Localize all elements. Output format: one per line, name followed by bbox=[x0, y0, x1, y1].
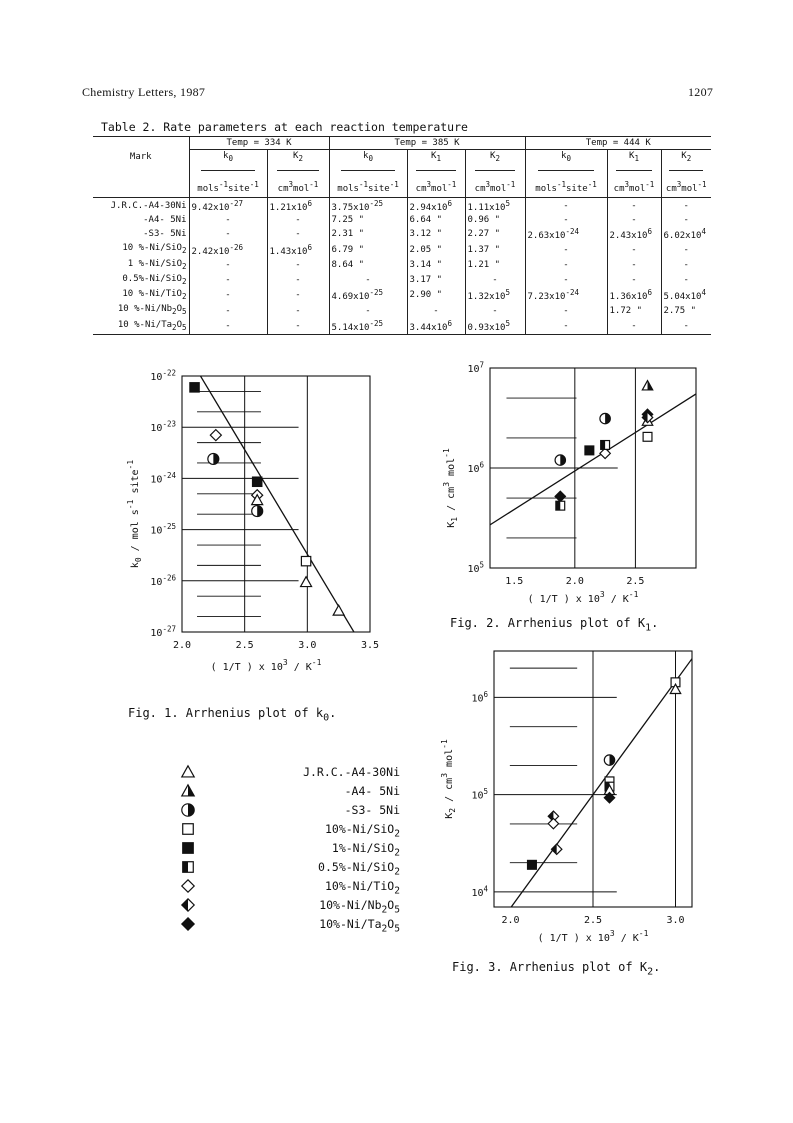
unit-K: $cm^3mol^{-1}$ bbox=[267, 177, 329, 198]
marker-open-square bbox=[643, 432, 652, 441]
table-cell: $9.42x10^{-27}$ bbox=[189, 197, 267, 214]
x-tick-label: 1.5 bbox=[505, 576, 524, 587]
row-mark: 10 $\%-Ni/Nb_2O_5$ bbox=[117, 304, 187, 317]
unit-K: $cm^3mol^{-1}$ bbox=[407, 177, 465, 198]
row-mark: 1 %-Ni/SiO$_2$ bbox=[127, 258, 187, 271]
table-cell: $1.11x10^5$ bbox=[465, 197, 525, 214]
col-K1: $K_1$ bbox=[407, 150, 465, 165]
rate-parameters-table bbox=[93, 120, 711, 335]
mark-header: Mark bbox=[129, 152, 152, 163]
x-tick-labels bbox=[505, 576, 644, 587]
marker-half-filled-circle bbox=[182, 804, 194, 816]
x-tick-label: 2.0 bbox=[501, 915, 520, 926]
table-cell: - bbox=[661, 258, 711, 273]
table-cell: - bbox=[329, 273, 407, 288]
legend-label: -S3- 5Ni bbox=[344, 803, 400, 817]
half-filled-diamond-icon bbox=[180, 897, 196, 913]
table-corner bbox=[93, 137, 189, 150]
table-cell: - bbox=[661, 214, 711, 226]
x-tick-label: 2.0 bbox=[565, 576, 584, 587]
filled-square-icon bbox=[180, 840, 196, 856]
table-cell: - bbox=[465, 303, 525, 318]
x-axis-label: ( 1/T ) x $10^3 / K^{-1}$ bbox=[210, 658, 322, 673]
table-cell: - bbox=[607, 273, 661, 288]
open-square-icon bbox=[180, 821, 196, 837]
marker-half-filled-circle bbox=[600, 413, 610, 423]
table-cell: - bbox=[267, 273, 329, 288]
row-mark: -A4- 5Ni bbox=[143, 214, 187, 225]
table-cell: $1.36x10^6$ bbox=[607, 287, 661, 303]
row-mark: 10 $\%-Ni/Ta_2O_5$ bbox=[93, 318, 189, 335]
fig3-arrhenius-K2 bbox=[420, 645, 710, 955]
y-axis-label: $K_2 / cm^3$ mol$^{-1}$ bbox=[440, 739, 457, 819]
marker-filled-square bbox=[585, 446, 594, 455]
table-cell: 3.14 " bbox=[407, 258, 465, 273]
unit-K: $cm^3mol^{-1}$ bbox=[607, 177, 661, 198]
legend-item bbox=[180, 821, 400, 841]
table-cell: $2.63x10^{-24}$ bbox=[525, 226, 607, 242]
table-cell: $2.43x10^6$ bbox=[607, 226, 661, 242]
x-tick-label: 2.5 bbox=[235, 640, 254, 651]
table-cell: $3.75x10^{-25}$ bbox=[329, 197, 407, 214]
col-K2: $K_2$ bbox=[267, 150, 329, 165]
table-cell: 7.25 " bbox=[329, 214, 407, 226]
temp-header-334: Temp = 334 K bbox=[189, 137, 329, 150]
table-grid bbox=[93, 136, 711, 335]
table-cell: 2.31 " bbox=[329, 226, 407, 242]
table-cell: $6.02x10^4$ bbox=[661, 226, 711, 242]
legend-label: -A4- 5Ni bbox=[344, 784, 400, 798]
table-cell: - bbox=[267, 226, 329, 242]
marker-open-triangle bbox=[333, 605, 344, 615]
x-tick-label: 3.0 bbox=[298, 640, 317, 651]
marker-half-filled-square bbox=[556, 501, 565, 510]
table-caption: Table 2. Rate parameters at each reaction temperature bbox=[101, 120, 468, 134]
y-tick-labels bbox=[150, 369, 176, 640]
table-cell: 1.72 " bbox=[607, 303, 661, 318]
table-cell: - bbox=[189, 226, 267, 242]
table-cell: 6.79 " bbox=[329, 242, 407, 258]
table-cell: - bbox=[661, 318, 711, 335]
half-filled-circle-icon bbox=[180, 802, 196, 818]
open-diamond-icon bbox=[180, 878, 196, 894]
y-tick-labels bbox=[471, 690, 488, 899]
table-cell: $3.44x10^6$ bbox=[407, 318, 465, 335]
marker-half-filled-circle bbox=[208, 453, 219, 464]
legend-label: 1%-Ni/SiO$_2$ bbox=[331, 841, 400, 859]
x-axis-label: ( 1/T ) x $10^3 / K^{-1}$ bbox=[537, 929, 649, 944]
table-cell: - bbox=[607, 214, 661, 226]
table-cell: 2.27 " bbox=[465, 226, 525, 242]
x-tick-labels bbox=[173, 640, 379, 651]
col-k0: $k_0$ bbox=[329, 150, 407, 165]
table-cell: 0.96 " bbox=[465, 214, 525, 226]
x-tick-label: 3.5 bbox=[360, 640, 380, 651]
legend-label: $10\%-Ni/Nb_2O_5$ bbox=[319, 898, 400, 916]
y-grid bbox=[494, 668, 617, 892]
legend-item bbox=[180, 897, 400, 917]
col-K2: $K_2$ bbox=[661, 150, 711, 165]
unit-K: $cm^3mol^{-1}$ bbox=[465, 177, 525, 198]
marker-open-triangle bbox=[182, 766, 194, 777]
table-cell: - bbox=[607, 242, 661, 258]
half-filled-triangle-icon bbox=[180, 783, 196, 799]
table-cell: - bbox=[525, 242, 607, 258]
marker-filled-square bbox=[528, 860, 537, 869]
marker-half-filled-triangle bbox=[182, 785, 194, 796]
table-cell: $1.21x10^6$ bbox=[267, 197, 329, 214]
legend-item bbox=[180, 878, 400, 898]
table-cell: $7.23x10^{-24}$ bbox=[525, 287, 607, 303]
col-k0: $k_0$ bbox=[525, 150, 607, 165]
row-mark: -S3- 5Ni bbox=[143, 228, 187, 239]
marker-half-filled-square bbox=[183, 862, 194, 873]
marker-filled-square bbox=[183, 843, 194, 854]
marker-open-diamond bbox=[182, 880, 194, 892]
y-tick-label: $10^{-26}$ bbox=[150, 573, 176, 588]
table-cell: $1.43x10^6$ bbox=[267, 242, 329, 258]
x-tick-label: 2.0 bbox=[172, 640, 192, 651]
x-tick-label: 2.5 bbox=[626, 576, 645, 587]
table-cell: - bbox=[525, 214, 607, 226]
marker-open-square bbox=[183, 824, 194, 835]
fig1-caption: Fig. 1. Arrhenius plot of $k_0$. bbox=[128, 706, 337, 724]
marker-legend bbox=[180, 764, 400, 944]
x-tick-label: 3.0 bbox=[666, 915, 685, 926]
unit-k0: mols$^{-1}$site$^{-1}$ bbox=[189, 177, 267, 198]
row-mark: 0.5%-Ni/SiO$_2$ bbox=[122, 273, 187, 286]
marker-filled-diamond bbox=[182, 918, 194, 930]
table-cell: - bbox=[525, 197, 607, 214]
marker-open-diamond bbox=[548, 818, 558, 828]
unit-K: $cm^3mol^{-1}$ bbox=[661, 177, 711, 198]
table-cell: $5.04x10^4$ bbox=[661, 287, 711, 303]
x-axis-label: ( 1/T ) x $10^3 / K^{-1}$ bbox=[527, 590, 639, 605]
row-mark: 10 %-Ni/SiO$_2$ bbox=[122, 243, 187, 256]
y-axis-label: $K_1 / cm^3$ mol$^{-1}$ bbox=[442, 448, 459, 528]
journal-header: Chemistry Letters, 1987 bbox=[82, 85, 206, 99]
table-cell: - bbox=[607, 318, 661, 335]
y-grid bbox=[182, 376, 299, 632]
table-cell: - bbox=[189, 258, 267, 273]
table-cell: - bbox=[525, 273, 607, 288]
y-tick-label: $10^{-23}$ bbox=[150, 419, 176, 435]
x-tick-label: 2.5 bbox=[583, 915, 603, 926]
table-cell: - bbox=[189, 318, 267, 335]
marker-half-filled-diamond bbox=[182, 899, 194, 911]
marker-filled-square bbox=[253, 477, 262, 486]
table-cell: - bbox=[661, 273, 711, 288]
table-cell: $2.94x10^6$ bbox=[407, 197, 465, 214]
open-triangle-icon bbox=[180, 764, 196, 780]
y-tick-labels bbox=[467, 361, 484, 576]
legend-item bbox=[180, 916, 400, 936]
legend-item bbox=[180, 764, 400, 784]
y-tick-label: $10^{-24}$ bbox=[150, 470, 176, 486]
table-cell: - bbox=[267, 214, 329, 226]
table-cell: - bbox=[661, 242, 711, 258]
half-filled-square-icon bbox=[180, 859, 196, 875]
legend-item bbox=[180, 802, 400, 822]
table-cell: $1.32x10^5$ bbox=[465, 287, 525, 303]
fig2-caption: Fig. 2. Arrhenius plot of $K_1$. bbox=[450, 616, 659, 634]
data-points bbox=[555, 381, 653, 511]
table-cell: - bbox=[525, 258, 607, 273]
y-tick-label: $10^4$ bbox=[471, 884, 488, 899]
table-cell: - bbox=[607, 197, 661, 214]
data-points bbox=[190, 383, 344, 615]
fig3-caption: Fig. 3. Arrhenius plot of $K_2$. bbox=[452, 960, 661, 978]
legend-label: $10\%-Ni/Ta_2O_5$ bbox=[319, 917, 400, 935]
legend-item bbox=[180, 859, 400, 879]
table-cell: - bbox=[267, 287, 329, 303]
table-cell: 2.05 " bbox=[407, 242, 465, 258]
temp-header-385: Temp = 385 K bbox=[329, 137, 525, 150]
table-cell: - bbox=[607, 258, 661, 273]
table-cell: $2.42x10^{-26}$ bbox=[189, 242, 267, 258]
marker-filled-square bbox=[190, 383, 199, 392]
table-cell: 1.21 " bbox=[465, 258, 525, 273]
table-cell: - bbox=[407, 303, 465, 318]
table-cell: - bbox=[189, 214, 267, 226]
y-grid bbox=[490, 368, 618, 568]
legend-item bbox=[180, 840, 400, 860]
y-tick-label: $10^{-27}$ bbox=[150, 624, 176, 639]
marker-open-triangle bbox=[301, 577, 312, 587]
marker-filled-diamond bbox=[555, 491, 565, 501]
marker-half-filled-circle bbox=[252, 506, 263, 517]
y-tick-label: $10^6$ bbox=[471, 689, 488, 705]
legend-label: J.R.C.-A4-30Ni bbox=[303, 765, 400, 779]
marker-half-filled-diamond bbox=[552, 844, 562, 854]
legend-label: 0.5%-Ni/SiO$_2$ bbox=[318, 860, 400, 878]
table-cell: - bbox=[525, 303, 607, 318]
unit-k0: mols$^{-1}$site$^{-1}$ bbox=[525, 177, 607, 198]
filled-diamond-icon bbox=[180, 916, 196, 932]
fig2-arrhenius-K1 bbox=[440, 360, 700, 610]
table-cell: 1.37 " bbox=[465, 242, 525, 258]
marker-half-filled-square bbox=[601, 441, 610, 450]
table-cell: $5.14x10^{-25}$ bbox=[329, 318, 407, 335]
table-cell: - bbox=[189, 273, 267, 288]
marker-half-filled-circle bbox=[604, 755, 614, 765]
table-cell: 8.64 " bbox=[329, 258, 407, 273]
marker-half-filled-triangle bbox=[642, 381, 652, 390]
table-cell: 6.64 " bbox=[407, 214, 465, 226]
table-cell: - bbox=[661, 197, 711, 214]
table-cell: $0.93x10^5$ bbox=[465, 318, 525, 335]
row-mark: 10 %-Ni/TiO$_2$ bbox=[122, 288, 187, 301]
table-cell: 3.17 " bbox=[407, 273, 465, 288]
marker-open-square bbox=[301, 556, 310, 565]
unit-k0: mols$^{-1}$site$^{-1}$ bbox=[329, 177, 407, 198]
table-cell: - bbox=[329, 303, 407, 318]
y-tick-label: $10^{-25}$ bbox=[150, 522, 176, 537]
legend-label: 10%-Ni/TiO$_2$ bbox=[324, 879, 400, 897]
fit-line bbox=[490, 394, 696, 525]
y-tick-label: $10^5$ bbox=[467, 560, 484, 575]
x-tick-labels bbox=[501, 915, 684, 926]
temp-header-444: Temp = 444 K bbox=[525, 137, 711, 150]
marker-half-filled-circle bbox=[555, 455, 565, 465]
table-cell: - bbox=[525, 318, 607, 335]
legend-label: 10%-Ni/SiO$_2$ bbox=[324, 822, 400, 840]
table-cell: - bbox=[465, 273, 525, 288]
y-axis-label: $k_0$ / mol $s^{-1}$ site$^{-1}$ bbox=[126, 459, 143, 569]
y-tick-label: $10^6$ bbox=[467, 460, 484, 475]
fig1-arrhenius-k0 bbox=[126, 362, 390, 702]
plot-frame bbox=[182, 376, 370, 632]
col-K2: $K_2$ bbox=[465, 150, 525, 165]
table-cell: - bbox=[189, 303, 267, 318]
table-cell: 2.90 " bbox=[407, 287, 465, 303]
table-cell: - bbox=[267, 258, 329, 273]
y-tick-label: $10^7$ bbox=[467, 360, 484, 375]
table-body bbox=[93, 197, 711, 334]
table-cell: - bbox=[189, 287, 267, 303]
y-tick-label: $10^{-22}$ bbox=[150, 368, 176, 383]
table-cell: - bbox=[267, 303, 329, 318]
y-tick-label: $10^5$ bbox=[471, 787, 488, 802]
marker-open-diamond bbox=[210, 430, 221, 441]
legend-item bbox=[180, 783, 400, 803]
row-mark: J.R.C.-A4-30Ni bbox=[110, 200, 187, 211]
page-number: 1207 bbox=[688, 85, 714, 99]
table-cell: $4.69x10^{-25}$ bbox=[329, 287, 407, 303]
col-K1: $K_1$ bbox=[607, 150, 661, 165]
col-k0: $k_0$ bbox=[189, 150, 267, 165]
table-cell: - bbox=[267, 318, 329, 335]
table-cell: 2.75 " bbox=[661, 303, 711, 318]
table-cell: 3.12 " bbox=[407, 226, 465, 242]
